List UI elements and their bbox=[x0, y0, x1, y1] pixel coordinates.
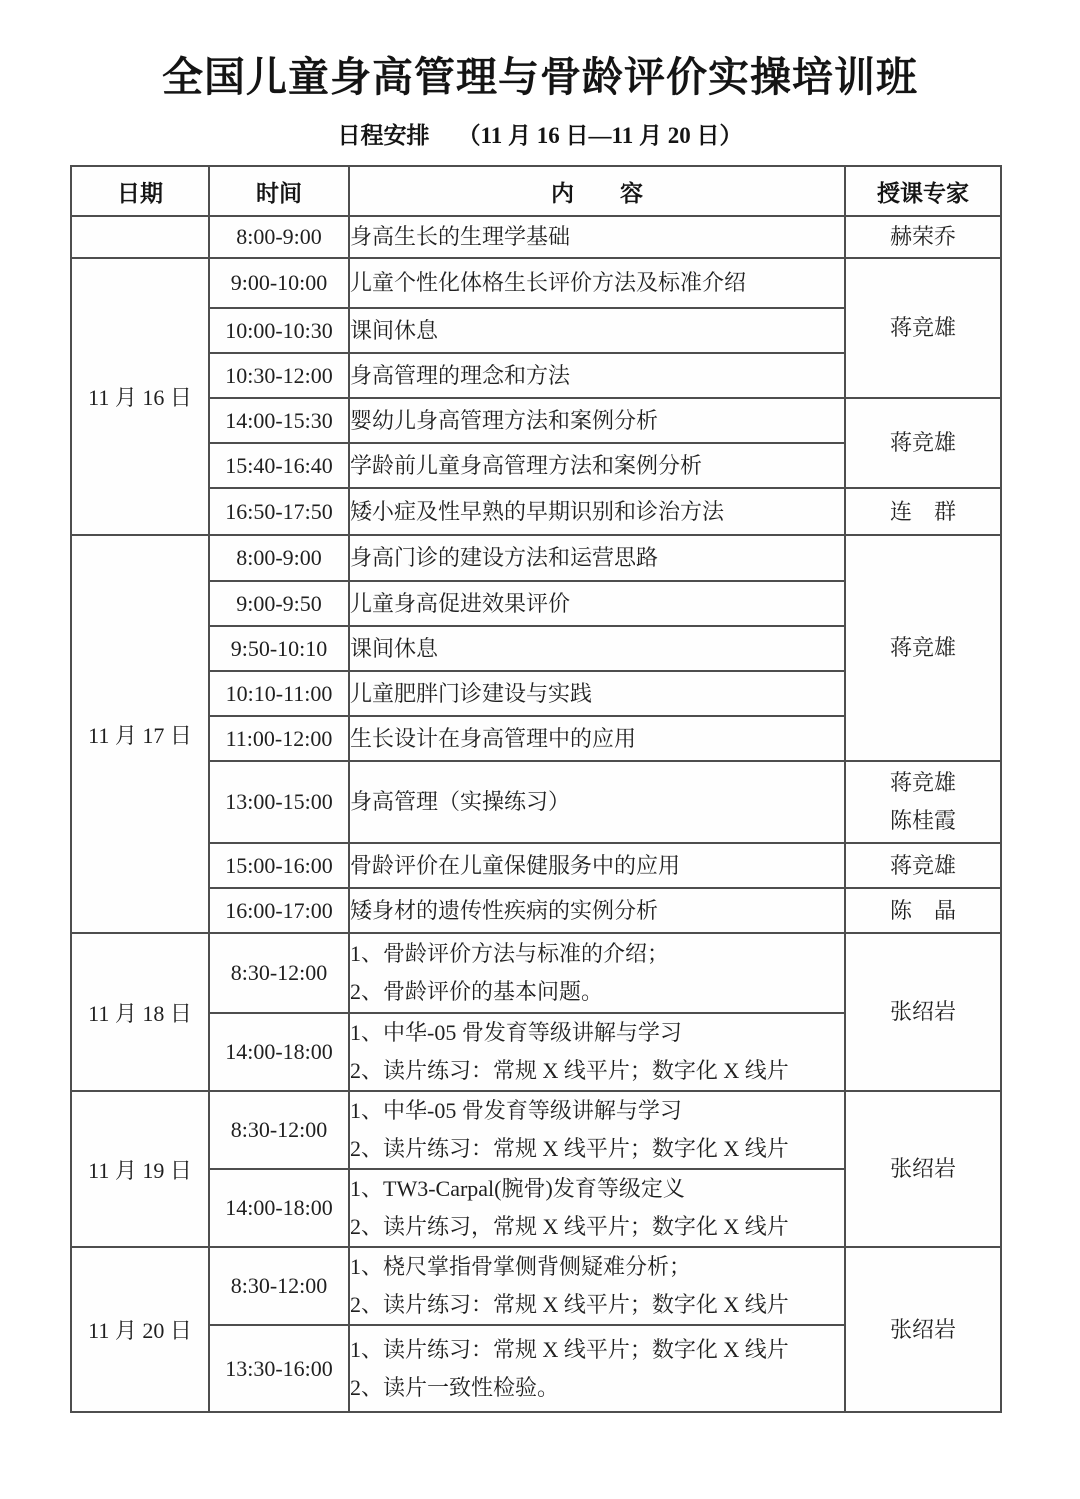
time-cell: 14:00-18:00 bbox=[209, 1169, 349, 1247]
content-line: 课间休息 bbox=[350, 317, 439, 343]
content-line: 儿童身高促进效果评价 bbox=[350, 590, 571, 616]
table-row bbox=[71, 216, 1001, 258]
content-cell bbox=[349, 443, 845, 488]
expert-cell bbox=[845, 1091, 1001, 1247]
content-cell bbox=[349, 398, 845, 443]
time-cell: 10:00-10:30 bbox=[209, 308, 349, 353]
table-row bbox=[71, 843, 1001, 888]
content-line: 2、读片一致性检验。 bbox=[350, 1374, 560, 1400]
expert-cell bbox=[845, 398, 1001, 488]
table-row bbox=[71, 535, 1001, 581]
time-cell: 15:00-16:00 bbox=[209, 843, 349, 888]
content-cell bbox=[349, 671, 845, 716]
expert-name: 蒋竞雄 bbox=[889, 852, 956, 878]
expert-name: 蒋竞雄 bbox=[889, 770, 956, 795]
time-cell: 13:30-16:00 bbox=[209, 1325, 349, 1412]
time-cell: 16:00-17:00 bbox=[209, 888, 349, 933]
content-cell bbox=[349, 488, 845, 535]
expert-name: 张绍岩 bbox=[889, 999, 956, 1024]
schedule-table bbox=[70, 165, 1002, 1413]
content-line: 生长设计在身高管理中的应用 bbox=[350, 725, 637, 751]
content-cell bbox=[349, 535, 845, 581]
content-cell bbox=[349, 1091, 845, 1169]
content-line: 1、TW3-Carpal(腕骨)发育等级定义 bbox=[350, 1176, 685, 1201]
content-line: 1、桡尺掌指骨掌侧背侧疑难分析； bbox=[350, 1254, 692, 1279]
time-cell: 9:00-9:50 bbox=[209, 581, 349, 626]
expert-cell bbox=[845, 1247, 1001, 1412]
expert-cell bbox=[845, 535, 1001, 761]
header-time: 时间 bbox=[209, 166, 349, 216]
table-row bbox=[71, 888, 1001, 933]
content-line: 学龄前儿童身高管理方法和案例分析 bbox=[350, 452, 703, 478]
subtitle-date-range: （11 月 16 日—11 月 20 日） bbox=[457, 123, 743, 148]
time-cell: 8:30-12:00 bbox=[209, 1091, 349, 1169]
header-content: 内 容 bbox=[349, 166, 845, 216]
time-cell: 15:40-16:40 bbox=[209, 443, 349, 488]
date-cell: 11 月 17 日 bbox=[71, 535, 209, 933]
content-line: 矮身材的遗传性疾病的实例分析 bbox=[350, 897, 659, 923]
expert-name: 蒋竞雄 bbox=[889, 315, 956, 340]
expert-cell bbox=[845, 888, 1001, 933]
expert-name: 张绍岩 bbox=[889, 1316, 956, 1342]
content-line: 儿童肥胖门诊建设与实践 bbox=[350, 680, 593, 706]
expert-name: 张绍岩 bbox=[889, 1156, 956, 1181]
content-line: 2、读片练习：常规 X 线平片；数字化 X 线片 bbox=[350, 1292, 789, 1317]
content-line: 1、中华-05 骨发育等级讲解与学习 bbox=[350, 1098, 682, 1123]
page-title: 全国儿童身高管理与骨龄评价实操培训班 bbox=[162, 54, 918, 100]
content-line: 矮小症及性早熟的早期识别和诊治方法 bbox=[350, 498, 725, 524]
content-line: 2、骨龄评价的基本问题。 bbox=[350, 979, 604, 1004]
content-cell bbox=[349, 1325, 845, 1412]
expert-name: 蒋竞雄 bbox=[889, 635, 956, 660]
content-cell bbox=[349, 843, 845, 888]
time-cell: 10:10-11:00 bbox=[209, 671, 349, 716]
expert-name: 陈桂霞 bbox=[889, 808, 956, 833]
header-row bbox=[71, 166, 1001, 216]
table-row bbox=[71, 1091, 1001, 1169]
expert-cell bbox=[845, 216, 1001, 258]
content-line: 身高生长的生理学基础 bbox=[350, 224, 571, 249]
content-cell bbox=[349, 581, 845, 626]
content-line: 1、读片练习：常规 X 线平片；数字化 X 线片 bbox=[350, 1336, 789, 1362]
content-line: 2、读片练习：常规 X 线平片；数字化 X 线片 bbox=[350, 1058, 789, 1083]
content-cell bbox=[349, 761, 845, 843]
table-row bbox=[71, 258, 1001, 308]
time-cell: 8:00-9:00 bbox=[209, 535, 349, 581]
content-cell bbox=[349, 1247, 845, 1325]
content-cell bbox=[349, 716, 845, 761]
header-expert: 授课专家 bbox=[845, 166, 1001, 216]
time-cell: 8:30-12:00 bbox=[209, 933, 349, 1013]
time-cell: 14:00-18:00 bbox=[209, 1013, 349, 1091]
date-cell: 11 月 20 日 bbox=[71, 1247, 209, 1412]
content-line: 1、骨龄评价方法与标准的介绍； bbox=[350, 941, 670, 966]
time-cell: 13:00-15:00 bbox=[209, 761, 349, 843]
content-line: 课间休息 bbox=[350, 635, 439, 661]
content-cell bbox=[349, 1013, 845, 1091]
content-cell bbox=[349, 216, 845, 258]
date-cell: 11 月 19 日 bbox=[71, 1091, 209, 1247]
content-cell bbox=[349, 353, 845, 398]
table-row bbox=[71, 398, 1001, 443]
content-line: 身高门诊的建设方法和运营思路 bbox=[350, 545, 659, 570]
table-row bbox=[71, 1247, 1001, 1325]
page-subtitle bbox=[0, 117, 1080, 150]
content-cell bbox=[349, 258, 845, 308]
time-cell: 10:30-12:00 bbox=[209, 353, 349, 398]
expert-cell bbox=[845, 761, 1001, 843]
date-cell: 11 月 18 日 bbox=[71, 933, 209, 1091]
time-cell: 8:00-9:00 bbox=[209, 216, 349, 258]
expert-name: 蒋竞雄 bbox=[889, 430, 956, 455]
date-cell: 11 月 16 日 bbox=[71, 258, 209, 535]
content-line: 身高管理（实操练习） bbox=[350, 789, 571, 814]
table-row bbox=[71, 488, 1001, 535]
content-cell bbox=[349, 933, 845, 1013]
expert-cell bbox=[845, 933, 1001, 1091]
time-cell: 8:30-12:00 bbox=[209, 1247, 349, 1325]
content-cell bbox=[349, 1169, 845, 1247]
date-cell bbox=[71, 216, 209, 258]
subtitle-label: 日程安排 bbox=[337, 123, 430, 148]
expert-cell bbox=[845, 843, 1001, 888]
content-cell bbox=[349, 626, 845, 671]
content-cell bbox=[349, 888, 845, 933]
content-line: 婴幼儿身高管理方法和案例分析 bbox=[350, 407, 659, 433]
content-line: 2、读片练习：常规 X 线平片；数字化 X 线片 bbox=[350, 1136, 789, 1161]
time-cell: 16:50-17:50 bbox=[209, 488, 349, 535]
header-date: 日期 bbox=[71, 166, 209, 216]
content-cell bbox=[349, 308, 845, 353]
time-cell: 9:50-10:10 bbox=[209, 626, 349, 671]
content-line: 身高管理的理念和方法 bbox=[350, 362, 571, 388]
content-line: 骨龄评价在儿童保健服务中的应用 bbox=[350, 852, 681, 878]
content-line: 1、中华-05 骨发育等级讲解与学习 bbox=[350, 1020, 682, 1045]
expert-cell bbox=[845, 488, 1001, 535]
content-line: 儿童个性化体格生长评价方法及标准介绍 bbox=[350, 270, 747, 295]
time-cell: 14:00-15:30 bbox=[209, 398, 349, 443]
expert-cell bbox=[845, 258, 1001, 398]
time-cell: 9:00-10:00 bbox=[209, 258, 349, 308]
table-row bbox=[71, 761, 1001, 843]
table-row bbox=[71, 933, 1001, 1013]
expert-name: 连 群 bbox=[889, 498, 956, 524]
expert-name: 赫荣乔 bbox=[889, 224, 956, 249]
content-line: 2、读片练习，常规 X 线平片；数字化 X 线片 bbox=[350, 1214, 789, 1239]
time-cell: 11:00-12:00 bbox=[209, 716, 349, 761]
expert-name: 陈 晶 bbox=[889, 897, 956, 923]
